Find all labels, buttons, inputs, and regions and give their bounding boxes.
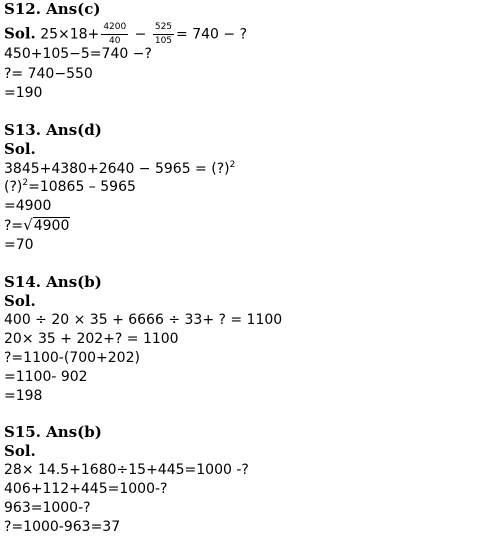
s12-line1-minus: − [130,26,151,43]
s13-line2-sup: 2 [22,178,29,188]
s12-frac2-num: 525 [153,22,174,35]
s12-line4: =190 [4,85,43,101]
s14-line5: =198 [4,388,43,404]
s12-fraction-1 [101,22,128,47]
s12-line1-a: 25×18+ [40,26,100,43]
s14-line1: 400 ÷ 20 × 35 + 6666 ÷ 33+ ? = 1100 [4,312,283,328]
s13-line4-a: ?= [4,218,24,234]
s13-line1-sup: 2 [229,160,236,170]
s12-frac2-den: 105 [154,36,173,46]
s13-line1-a: 3845+4380+2640 − 5965 = (?) [4,161,230,177]
s12-sol-label: Sol. [4,24,36,43]
s13-radicand: 4900 [33,218,70,234]
s12-line3: ?= 740−550 [4,66,93,82]
s13-sol-label: Sol. [4,140,36,158]
s13-line4 [4,216,70,235]
s12-heading: S12. Ans(c) [4,0,101,18]
s12-frac1-num: 4200 [101,22,128,35]
s14-sol-label: Sol. [4,292,36,310]
s13-line5: =70 [4,237,34,253]
s15-line2: 406+112+445=1000-? [4,481,168,497]
s13-line1 [4,160,235,178]
s14-line2: 20× 35 + 202+? = 1100 [4,331,179,347]
s15-heading: S15. Ans(b) [4,423,102,441]
s13-line2-a: (?) [4,179,23,195]
s14-line3: ?=1100-(700+202) [4,350,140,366]
s12-line1 [4,22,247,47]
s12-line1-b: = 740 − ? [176,26,248,43]
s15-sol-label: Sol. [4,442,36,460]
s15-line1: 28× 14.5+1680÷15+445=1000 -? [4,462,249,478]
s15-line4: ?=1000-963=37 [4,519,121,535]
s14-line4: =1100- 902 [4,369,88,385]
s13-line2-b: =10865 – 5965 [28,179,136,195]
s15-line3: 963=1000-? [4,500,91,516]
s13-heading: S13. Ans(d) [4,121,102,139]
s13-line2 [4,178,136,196]
s12-line2: 450+105−5=740 −? [4,46,152,62]
s14-heading: S14. Ans(b) [4,273,102,291]
s13-line3: =4900 [4,198,52,214]
s12-frac1-den: 40 [109,36,121,46]
square-root-icon: √4900 [23,216,70,234]
s12-fraction-2 [153,22,174,47]
